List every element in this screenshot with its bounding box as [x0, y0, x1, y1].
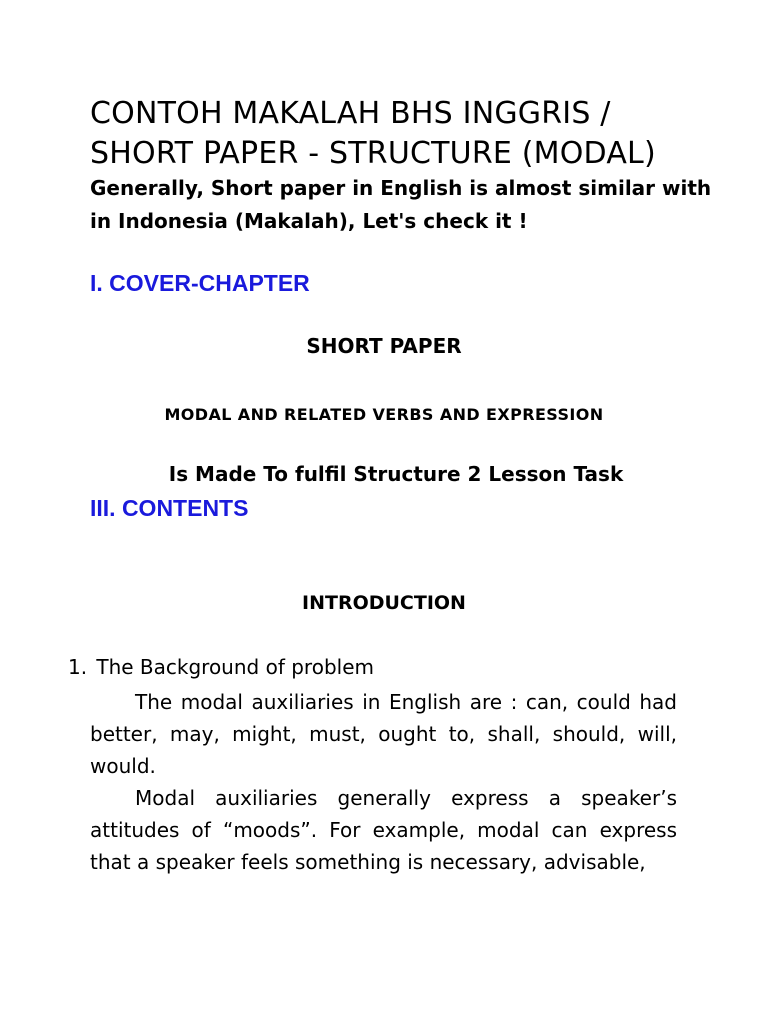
paragraph: Modal auxiliaries generally express a speaker’s attitudes of “moods”. For example, modal can express that a speaker feels something is necessary, advisable,	[90, 786, 677, 874]
section-heading-cover: I. COVER-CHAPTER	[90, 270, 310, 296]
cover-task: Is Made To fulfil Structure 2 Lesson Task	[168, 462, 624, 486]
paragraph: The modal auxiliaries in English are : can, could had better, may, might, must, ought to, shall, should, will, would.	[90, 690, 677, 778]
list-number: 1.	[68, 655, 88, 679]
document-title: CONTOH MAKALAH BHS INGGRIS / SHORT PAPER - STRUCTURE (MODAL)	[90, 96, 656, 171]
section-heading-contents: III. CONTENTS	[90, 495, 249, 521]
list-item	[68, 655, 374, 679]
introduction-heading: INTRODUCTION	[302, 592, 466, 614]
cover-subtitle: MODAL AND RELATED VERBS AND EXPRESSION	[164, 405, 604, 424]
document-subtitle: Generally, Short paper in English is almost similar with in Indonesia (Makalah), Let's check it !	[90, 176, 712, 233]
cover-title: SHORT PAPER	[306, 334, 462, 358]
list-label: The Background of problem	[96, 655, 374, 679]
